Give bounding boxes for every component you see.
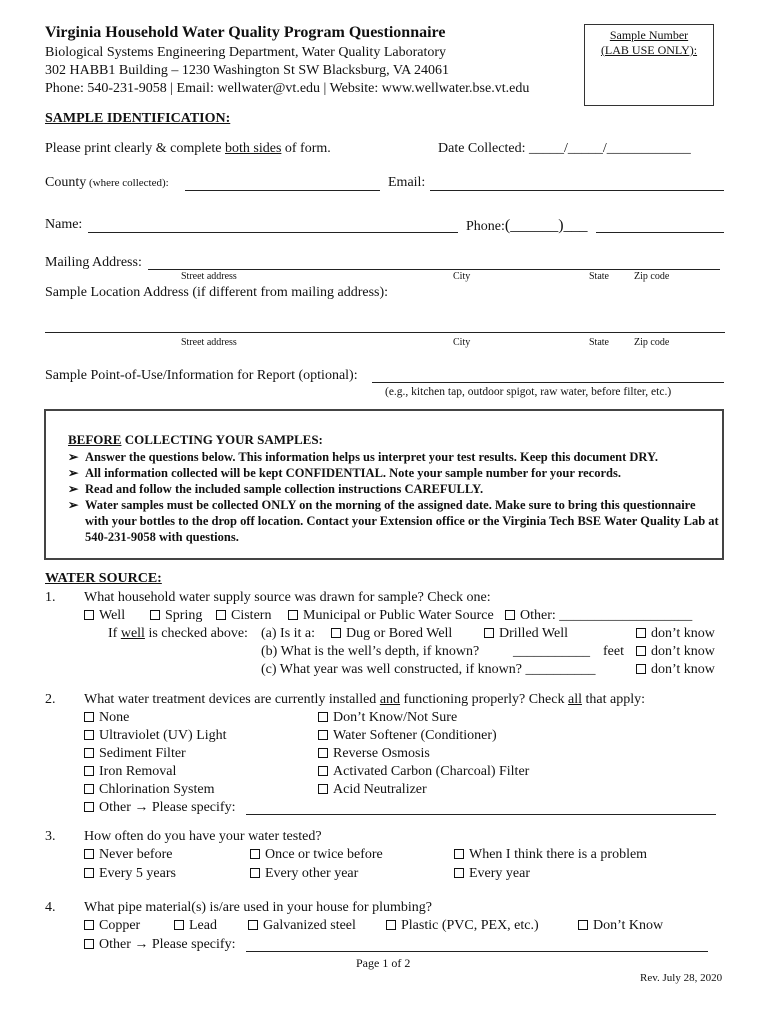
checkbox-icon <box>84 712 94 722</box>
city-caption: City <box>453 337 471 348</box>
revision-date: Rev. July 28, 2020 <box>640 972 723 984</box>
checkbox-icon <box>84 802 94 812</box>
instruction-item: ➢ All information collected will be kept CONFIDENTIAL. Note your sample number for your records. <box>68 466 621 480</box>
contact-line: Phone: 540-231-9058 | Email: wellwater@vt.edu | Website: www.wellwater.bse.vt.edu <box>45 81 530 96</box>
checkbox-icon <box>636 646 646 656</box>
if-well-label: If well is checked above: <box>108 626 248 641</box>
option-sediment-filter[interactable]: Sediment Filter <box>84 746 186 762</box>
point-of-use-field[interactable] <box>372 382 724 383</box>
well-depth-field[interactable]: ___________ <box>513 644 590 659</box>
checkbox-icon <box>318 784 328 794</box>
option-cistern[interactable]: Cistern <box>216 608 271 624</box>
date-collected-field[interactable]: Date Collected: _____/_____/____________ <box>438 141 691 156</box>
well-year-field[interactable]: (c) What year was well constructed, if known? __________ <box>261 662 596 677</box>
question-number: 3. <box>45 829 56 844</box>
city-caption: City <box>453 271 471 282</box>
email-label: Email: <box>388 175 426 190</box>
option-acid-neutralizer[interactable]: Acid Neutralizer <box>318 782 427 798</box>
checkbox-icon <box>318 712 328 722</box>
mailing-address-label: Mailing Address: <box>45 255 142 270</box>
form-title: Virginia Household Water Quality Program Questionnaire <box>45 24 446 41</box>
option-activated-carbon[interactable]: Activated Carbon (Charcoal) Filter <box>318 764 529 780</box>
option-well[interactable]: Well <box>84 608 125 624</box>
street-address-caption: Street address <box>181 337 237 348</box>
checkbox-icon <box>484 628 494 638</box>
option-dont-know-pipe[interactable]: Don’t Know <box>578 918 663 934</box>
checkbox-icon <box>84 730 94 740</box>
question-1-text: What household water supply source was drawn for sample? Check one: <box>84 590 491 605</box>
question-3-text: How often do you have your water tested? <box>84 829 322 844</box>
option-spring[interactable]: Spring <box>150 608 202 624</box>
instruction-item: ➢ Answer the questions below. This information helps us interpret your test results. Keep this document DRY. <box>68 450 658 464</box>
checkbox-icon <box>84 849 94 859</box>
section-heading-identification: SAMPLE IDENTIFICATION: <box>45 111 231 126</box>
state-caption: State <box>589 271 609 282</box>
option-dont-know-depth[interactable]: don’t know <box>636 644 715 660</box>
checkbox-icon <box>578 920 588 930</box>
option-other-pipe[interactable]: Other → Please specify: <box>84 937 235 953</box>
option-other[interactable]: Other: ___________________ <box>505 608 692 624</box>
point-of-use-example: (e.g., kitchen tap, outdoor spigot, raw water, before filter, etc.) <box>385 386 672 398</box>
option-every-other-year[interactable]: Every other year <box>250 866 358 882</box>
question-2-text: What water treatment devices are currently installed and functioning properly? Check all that apply: <box>84 692 645 707</box>
question-number: 1. <box>45 590 56 605</box>
checkbox-icon <box>318 748 328 758</box>
address-line: 302 HABB1 Building – 1230 Washington St SW Blacksburg, VA 24061 <box>45 63 450 78</box>
option-never-before[interactable]: Never before <box>84 847 172 863</box>
option-dug-well[interactable]: Dug or Bored Well <box>331 626 452 642</box>
question-number: 4. <box>45 900 56 915</box>
sample-location-field[interactable] <box>45 332 725 333</box>
checkbox-icon <box>84 766 94 776</box>
checkbox-icon <box>150 610 160 620</box>
instruction-item: ➢ Water samples must be collected ONLY on the morning of the assigned date. Make sure to bring this questionnaire with your bottles to the drop off location. Contact your Extension office or the Virginia Tech BSE Water Quality Lab at 540-231-9058 with questions. <box>68 498 719 544</box>
checkbox-icon <box>454 849 464 859</box>
checkbox-icon <box>636 628 646 638</box>
checkbox-icon <box>318 766 328 776</box>
option-galvanized-steel[interactable]: Galvanized steel <box>248 918 356 934</box>
arrow-bullet-icon: ➢ <box>68 466 79 480</box>
zip-caption: Zip code <box>634 337 670 348</box>
option-none[interactable]: None <box>84 710 129 726</box>
section-heading-water-source: WATER SOURCE: <box>45 571 162 586</box>
checkbox-icon <box>84 748 94 758</box>
county-field[interactable] <box>185 190 380 191</box>
checkbox-icon <box>216 610 226 620</box>
state-caption: State <box>589 337 609 348</box>
email-field[interactable] <box>430 190 724 191</box>
checkbox-icon <box>84 939 94 949</box>
phone-field[interactable] <box>596 232 724 233</box>
option-when-problem[interactable]: When I think there is a problem <box>454 847 647 863</box>
phone-label: Phone:(______)___ <box>466 217 588 234</box>
option-dont-know-treatment[interactable]: Don’t Know/Not Sure <box>318 710 457 726</box>
name-label: Name: <box>45 217 83 232</box>
option-uv-light[interactable]: Ultraviolet (UV) Light <box>84 728 227 744</box>
instruction-item: ➢ Read and follow the included sample collection instructions CAREFULLY. <box>68 482 484 496</box>
checkbox-icon <box>250 868 260 878</box>
sample-number-box[interactable] <box>584 24 714 106</box>
point-of-use-label: Sample Point-of-Use/Information for Report (optional): <box>45 368 358 383</box>
zip-caption: Zip code <box>634 271 670 282</box>
option-chlorination[interactable]: Chlorination System <box>84 782 215 798</box>
county-label: County (where collected): <box>45 175 169 190</box>
department-line: Biological Systems Engineering Department, Water Quality Laboratory <box>45 45 447 60</box>
sample-location-label: Sample Location Address (if different from mailing address): <box>45 285 389 300</box>
instructions-heading: BEFORE COLLECTING YOUR SAMPLES: <box>68 432 323 447</box>
option-drilled-well[interactable]: Drilled Well <box>484 626 568 642</box>
street-address-caption: Street address <box>181 271 237 282</box>
checkbox-icon <box>174 920 184 930</box>
well-depth-label: (b) What is the well’s depth, if known? <box>261 644 480 659</box>
option-reverse-osmosis[interactable]: Reverse Osmosis <box>318 746 430 762</box>
option-every-5-years[interactable]: Every 5 years <box>84 866 176 882</box>
option-plastic[interactable]: Plastic (PVC, PEX, etc.) <box>386 918 539 934</box>
checkbox-icon <box>331 628 341 638</box>
instructions-box <box>44 409 724 560</box>
checkbox-icon <box>386 920 396 930</box>
arrow-bullet-icon: ➢ <box>68 450 79 464</box>
lab-use-label: (LAB USE ONLY): <box>600 43 698 57</box>
checkbox-icon <box>318 730 328 740</box>
option-lead[interactable]: Lead <box>174 918 217 934</box>
checkbox-icon <box>505 610 515 620</box>
page-number: Page 1 of 2 <box>356 956 411 970</box>
checkbox-icon <box>636 664 646 674</box>
option-once-twice[interactable]: Once or twice before <box>250 847 383 863</box>
instructions-list <box>68 449 720 545</box>
option-water-softener[interactable]: Water Softener (Conditioner) <box>318 728 497 744</box>
checkbox-icon <box>84 784 94 794</box>
checkbox-icon <box>84 868 94 878</box>
option-every-year[interactable]: Every year <box>454 866 530 882</box>
well-type-label: (a) Is it a: <box>261 626 316 641</box>
print-instruction: Please print clearly & complete both sides of form. <box>45 141 331 156</box>
checkbox-icon <box>288 610 298 620</box>
checkbox-icon <box>84 610 94 620</box>
option-copper[interactable]: Copper <box>84 918 140 934</box>
arrow-bullet-icon: ➢ <box>68 498 79 512</box>
feet-label: feet <box>603 644 624 659</box>
option-municipal[interactable]: Municipal or Public Water Source <box>288 608 494 624</box>
mailing-address-field[interactable] <box>148 269 720 270</box>
question-number: 2. <box>45 692 56 707</box>
option-other-treatment[interactable]: Other → Please specify: <box>84 800 235 816</box>
option-iron-removal[interactable]: Iron Removal <box>84 764 176 780</box>
arrow-bullet-icon: ➢ <box>68 482 79 496</box>
option-dont-know-year[interactable]: don’t know <box>636 662 715 678</box>
sample-number-label: Sample Number <box>609 28 689 42</box>
checkbox-icon <box>454 868 464 878</box>
checkbox-icon <box>250 849 260 859</box>
checkbox-icon <box>84 920 94 930</box>
question-4-text: What pipe material(s) is/are used in your house for plumbing? <box>84 900 432 915</box>
option-dont-know-type[interactable]: don’t know <box>636 626 715 642</box>
checkbox-icon <box>248 920 258 930</box>
name-field[interactable] <box>88 232 458 233</box>
other-treatment-field[interactable] <box>246 814 716 815</box>
other-pipe-field[interactable] <box>246 951 708 952</box>
